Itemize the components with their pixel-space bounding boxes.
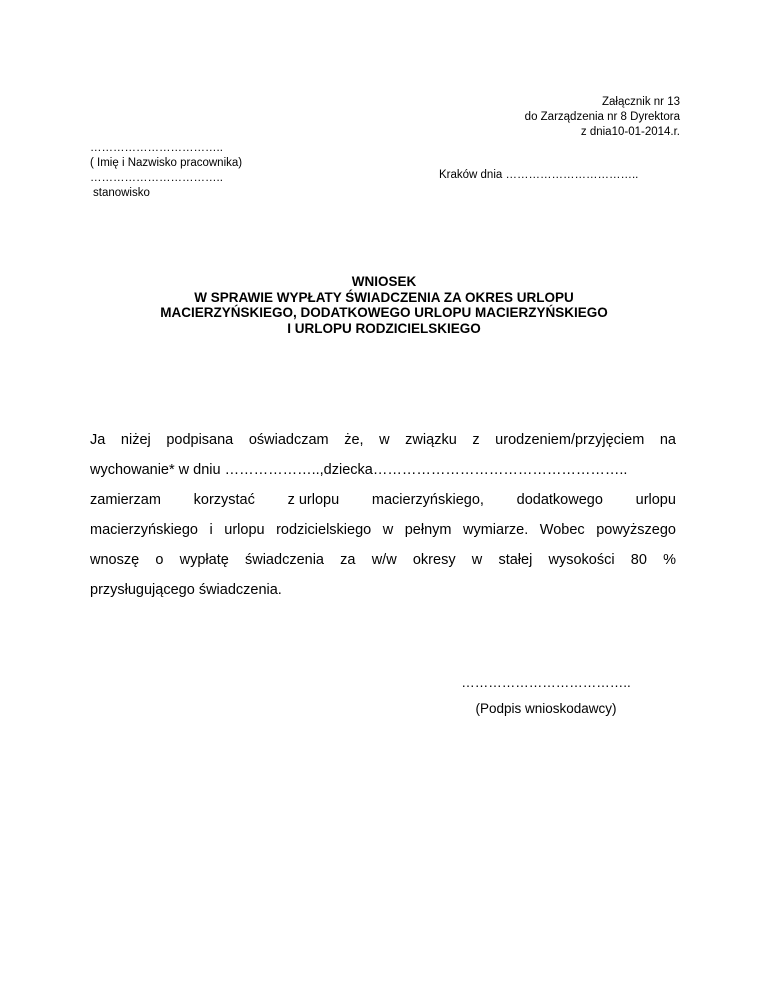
title-line-3: MACIERZYŃSKIEGO, DODATKOWEGO URLOPU MACIERZYŃSKIEGO [160, 305, 608, 320]
signature-block [449, 674, 643, 718]
employee-position-blank: …………………………….. [90, 172, 223, 184]
employee-name-caption: ( Imię i Nazwisko pracownika) [90, 157, 243, 169]
document-title [0, 274, 768, 336]
body-word: zamierzam [90, 492, 161, 508]
title-line-2: W SPRAWIE WYPŁATY ŚWIADCZENIA ZA OKRES URLOPU [194, 289, 574, 305]
body-word: dodatkowego [516, 492, 603, 508]
employee-name-blank: …………………………….. [90, 142, 223, 154]
body-line-2: wychowanie* w dniu ………………..,dziecka…………………………………………….. [90, 462, 628, 478]
signature-blank: ……………………………….. [461, 675, 631, 690]
title-line-1: WNIOSEK [351, 274, 417, 289]
body-word: z urlopu [287, 492, 340, 508]
sender-block [90, 141, 242, 201]
body-word: macierzyńskiego, [371, 492, 484, 508]
body-line-1: Ja niżej podpisana oświadczam że, w związku z urodzeniem/przyjęciem na [90, 432, 676, 448]
attachment-regulation: do Zarządzenia nr 8 Dyrektora [524, 111, 680, 123]
place-date-line: Kraków dnia …………………………….. [439, 169, 639, 181]
attachment-date: z dnia10-01-2014.r. [580, 126, 680, 138]
employee-position-caption: stanowisko [93, 187, 150, 199]
title-line-4: I URLOPU RODZICIELSKIEGO [287, 320, 481, 336]
signature-caption: (Podpis wnioskodawcy) [475, 701, 617, 716]
body-line-6: przysługującego świadczenia. [90, 582, 282, 598]
attachment-number: Załącznik nr 13 [602, 96, 680, 108]
body-line-4: macierzyńskiego i urlopu rodzicielskiego w pełnym wymiarze. Wobec powyższego [90, 522, 676, 538]
body-word: urlopu [635, 492, 676, 508]
attachment-note [525, 95, 680, 140]
body-line-3 [90, 485, 676, 515]
request-body [90, 425, 676, 605]
body-word: korzystać [193, 492, 255, 508]
body-line-5: wnoszę o wypłatę świadczenia za w/w okresy w stałej wysokości 80 % [90, 552, 676, 568]
